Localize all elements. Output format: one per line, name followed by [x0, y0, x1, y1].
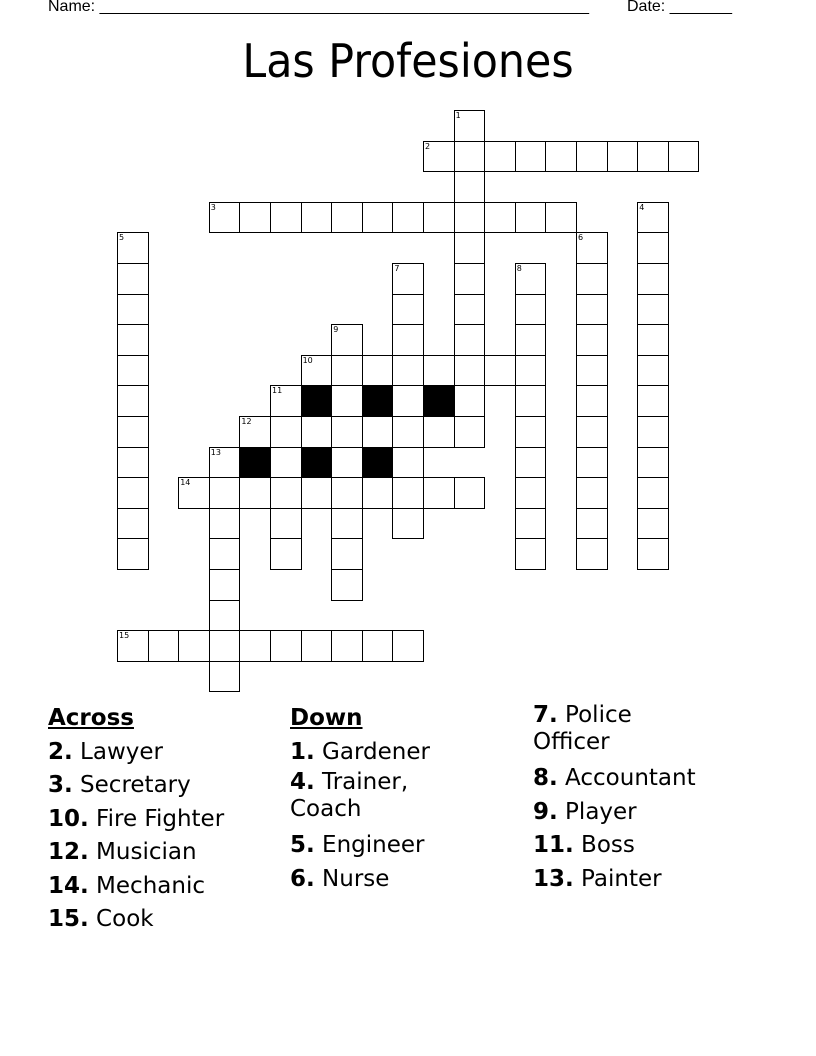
grid-cell[interactable] [515, 202, 547, 234]
grid-cell[interactable] [454, 294, 486, 326]
grid-cell[interactable] [454, 263, 486, 295]
black-cell [423, 385, 455, 417]
clue-across-14: 14. Mechanic [48, 872, 205, 899]
grid-cell[interactable] [423, 202, 455, 234]
grid-cell[interactable] [515, 508, 547, 540]
grid-cell[interactable] [117, 477, 149, 509]
grid-cell[interactable] [331, 324, 363, 356]
grid-cell[interactable] [515, 294, 547, 326]
grid-cell[interactable] [270, 416, 302, 448]
grid-cell[interactable] [454, 385, 486, 417]
grid-cell[interactable] [637, 263, 669, 295]
grid-cell[interactable] [117, 508, 149, 540]
grid-cell[interactable] [178, 477, 210, 509]
grid-cell[interactable] [637, 355, 669, 387]
clue-down-5: 5. Engineer [290, 832, 425, 858]
grid-cell[interactable] [545, 202, 577, 234]
grid-cell[interactable] [454, 202, 486, 234]
grid-cell[interactable] [423, 355, 455, 387]
clue-number: 6 [578, 233, 584, 243]
grid-cell[interactable] [545, 141, 577, 173]
clue-across-2: 2. Lawyer [48, 738, 163, 765]
grid-cell[interactable] [270, 538, 302, 570]
grid-cell[interactable] [117, 232, 149, 264]
across-heading: Across [48, 705, 134, 731]
grid-cell[interactable] [576, 477, 608, 509]
grid-cell[interactable] [454, 171, 486, 203]
grid-cell[interactable] [362, 202, 394, 234]
black-cell [301, 385, 333, 417]
grid-cell[interactable] [454, 477, 486, 509]
grid-cell[interactable] [301, 630, 333, 662]
clue-across-10: 10. Fire Fighter [48, 805, 225, 832]
grid-cell[interactable] [515, 263, 547, 295]
grid-cell[interactable] [301, 355, 333, 387]
grid-cell[interactable] [331, 630, 363, 662]
clue-number: 2 [425, 141, 431, 151]
grid-cell[interactable] [209, 569, 241, 601]
clue-down-9: 9. Player [533, 798, 637, 825]
grid-cell[interactable] [301, 416, 333, 448]
grid-cell[interactable] [637, 202, 669, 234]
grid-cell[interactable] [392, 324, 424, 356]
grid-cell[interactable] [270, 447, 302, 479]
grid-cell[interactable] [239, 416, 271, 448]
grid-cell[interactable] [362, 477, 394, 509]
grid-cell[interactable] [209, 600, 241, 632]
grid-cell[interactable] [209, 538, 241, 570]
grid-cell[interactable] [270, 508, 302, 540]
grid-cell[interactable] [454, 416, 486, 448]
grid-cell[interactable] [637, 508, 669, 540]
grid-cell[interactable] [392, 385, 424, 417]
grid-cell[interactable] [392, 202, 424, 234]
grid-cell[interactable] [576, 416, 608, 448]
grid-cell[interactable] [117, 294, 149, 326]
grid-cell[interactable] [423, 416, 455, 448]
grid-cell[interactable] [576, 355, 608, 387]
grid-cell[interactable] [637, 294, 669, 326]
clue-number: 15 [119, 631, 130, 641]
grid-cell[interactable] [637, 538, 669, 570]
grid-cell[interactable] [239, 477, 271, 509]
grid-cell[interactable] [209, 661, 241, 693]
grid-cell[interactable] [270, 385, 302, 417]
grid-cell[interactable] [331, 508, 363, 540]
grid-cell[interactable] [668, 141, 700, 173]
grid-cell[interactable] [270, 630, 302, 662]
grid-cell[interactable] [607, 141, 639, 173]
grid-cell[interactable] [178, 630, 210, 662]
grid-cell[interactable] [392, 630, 424, 662]
grid-cell[interactable] [576, 324, 608, 356]
grid-cell[interactable] [301, 202, 333, 234]
grid-cell[interactable] [454, 232, 486, 264]
clue-down-11: 11. Boss [533, 832, 635, 858]
grid-cell[interactable] [301, 477, 333, 509]
down-clues-continued [533, 702, 763, 896]
grid-cell[interactable] [423, 477, 455, 509]
grid-cell[interactable] [515, 477, 547, 509]
grid-cell[interactable] [454, 324, 486, 356]
grid-cell[interactable] [576, 508, 608, 540]
grid-cell[interactable] [515, 141, 547, 173]
grid-cell[interactable] [392, 294, 424, 326]
grid-cell[interactable] [209, 447, 241, 479]
grid-cell[interactable] [270, 477, 302, 509]
grid-cell[interactable] [637, 416, 669, 448]
clue-number: 4 [639, 202, 645, 212]
grid-cell[interactable] [148, 630, 180, 662]
grid-cell[interactable] [209, 630, 241, 662]
grid-cell[interactable] [117, 355, 149, 387]
grid-cell[interactable] [392, 416, 424, 448]
grid-cell[interactable] [515, 385, 547, 417]
name-field-label: Name: _______________________________________________________ [48, 0, 589, 15]
grid-cell[interactable] [239, 630, 271, 662]
grid-cell[interactable] [576, 538, 608, 570]
clue-number: 11 [272, 386, 283, 396]
grid-cell[interactable] [454, 141, 486, 173]
clue-across-15: 15. Cook [48, 906, 154, 932]
grid-cell[interactable] [576, 141, 608, 173]
grid-cell[interactable] [515, 355, 547, 387]
grid-cell[interactable] [117, 385, 149, 417]
clue-number: 5 [119, 233, 125, 243]
grid-cell[interactable] [331, 538, 363, 570]
clue-across-12: 12. Musician [48, 839, 197, 865]
grid-cell[interactable] [637, 385, 669, 417]
grid-cell[interactable] [454, 110, 486, 142]
clue-number: 1 [455, 111, 461, 120]
grid-cell[interactable] [209, 202, 241, 234]
grid-cell[interactable] [637, 324, 669, 356]
grid-cell[interactable] [515, 324, 547, 356]
grid-cell[interactable] [331, 385, 363, 417]
grid-cell[interactable] [392, 508, 424, 540]
clue-number: 3 [210, 202, 216, 212]
grid-cell[interactable] [362, 630, 394, 662]
clue-number: 10 [302, 355, 313, 365]
clue-number: 8 [516, 264, 522, 273]
grid-cell[interactable] [392, 447, 424, 479]
black-cell [362, 385, 394, 417]
grid-cell[interactable] [117, 416, 149, 448]
grid-cell[interactable] [331, 569, 363, 601]
black-cell [362, 447, 394, 479]
grid-cell[interactable] [331, 477, 363, 509]
grid-cell[interactable] [484, 202, 516, 234]
down-clues [290, 702, 520, 896]
grid-cell[interactable] [454, 355, 486, 387]
down-heading: Down [290, 705, 363, 731]
across-clues [48, 702, 278, 937]
grid-cell[interactable] [117, 630, 149, 662]
clue-down-8: 8. Accountant [533, 765, 696, 791]
grid-cell[interactable] [331, 202, 363, 234]
clue-down-4: 4. Trainer, Coach [290, 769, 409, 822]
grid-cell[interactable] [637, 232, 669, 264]
grid-cell[interactable] [576, 447, 608, 479]
clue-down-7: 7. Police Officer [533, 702, 632, 755]
grid-cell[interactable] [515, 447, 547, 479]
page-title: Las Profesiones [242, 34, 574, 88]
grid-cell[interactable] [392, 477, 424, 509]
grid-cell[interactable] [117, 324, 149, 356]
clue-number: 12 [241, 417, 252, 426]
grid-cell[interactable] [515, 538, 547, 570]
grid-cell[interactable] [515, 416, 547, 448]
grid-cell[interactable] [117, 447, 149, 479]
clue-down-13: 13. Painter [533, 865, 662, 892]
date-field-label: Date: _______ [627, 0, 732, 15]
grid-cell[interactable] [576, 263, 608, 295]
grid-cell[interactable] [270, 202, 302, 234]
black-cell [239, 447, 271, 479]
grid-cell[interactable] [423, 141, 455, 173]
grid-cell[interactable] [331, 447, 363, 479]
clue-number: 14 [180, 478, 191, 488]
grid-cell[interactable] [637, 447, 669, 479]
grid-cell[interactable] [576, 232, 608, 264]
clue-down-1: 1. Gardener [290, 738, 430, 765]
grid-cell[interactable] [331, 416, 363, 448]
grid-cell[interactable] [239, 202, 271, 234]
clue-down-6: 6. Nurse [290, 865, 390, 892]
grid-cell[interactable] [576, 385, 608, 417]
grid-cell[interactable] [637, 141, 669, 173]
clue-across-3: 3. Secretary [48, 772, 191, 798]
grid-cell[interactable] [484, 355, 516, 387]
grid-cell[interactable] [117, 263, 149, 295]
grid-cell[interactable] [209, 508, 241, 540]
grid-cell[interactable] [637, 477, 669, 509]
grid-cell[interactable] [576, 294, 608, 326]
grid-cell[interactable] [331, 355, 363, 387]
grid-cell[interactable] [392, 355, 424, 387]
grid-cell[interactable] [362, 355, 394, 387]
grid-cell[interactable] [392, 263, 424, 295]
clue-number: 13 [210, 447, 221, 457]
grid-cell[interactable] [362, 416, 394, 448]
grid-cell[interactable] [484, 141, 516, 173]
grid-cell[interactable] [209, 477, 241, 509]
black-cell [301, 447, 333, 479]
clue-number: 7 [394, 264, 400, 273]
grid-cell[interactable] [117, 538, 149, 570]
clue-number: 9 [333, 325, 339, 335]
